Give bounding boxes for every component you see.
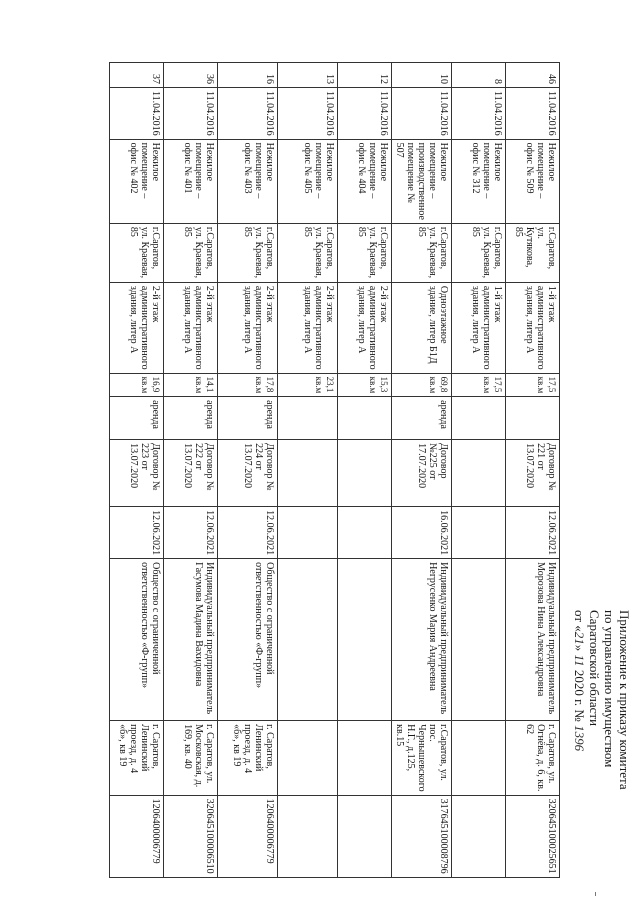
table-row [506,63,560,878]
table-cell: г. Саратов, ул. Огнёва, д. 6, кв. 62 [506,721,560,795]
table-cell: 12.06.2021 [506,507,560,559]
date-prefix: от « [572,610,587,632]
table-cell [278,721,338,795]
table-cell: 320645100006510 [164,795,218,877]
table-cell [338,397,392,440]
table-cell: 11.04.2016 [452,88,506,140]
table-cell [278,795,338,877]
table-cell: 17,5 кв.м [452,373,506,397]
table-cell: Нежилое помещение – производственное помещение № 507 [392,139,452,223]
table-cell: 36 [164,63,218,88]
table-cell: г.Саратов, ул. Краевая, 85 [452,223,506,282]
table-cell: Общество с ограниченной ответственностью «Ф-групп» [218,559,278,721]
header-line-2: по управлению имуществом [602,610,617,768]
margin-mark [595,892,596,896]
table-cell: 17,8 кв.м [218,373,278,397]
table-cell [338,559,392,721]
table-cell: г.Саратов, ул. пос. Чернышевского Н.Г., д.125, кв.15 [392,721,452,795]
table-cell [278,397,338,440]
table-cell: 2-й этаж административного здания, литер А [278,282,338,373]
table-cell: г. Саратов, ул. Московская, д. 169, кв. 40 [164,721,218,795]
table-cell: 12.06.2021 [218,507,278,559]
table-cell: 2-й этаж административного здания, литер А [110,282,164,373]
table-cell: 69,8 кв.м [392,373,452,397]
header-date-line [572,610,587,880]
table-cell: Нежилое помещение – офис № 405 [278,139,338,223]
table-cell: 46 [506,63,560,88]
table-cell: 8 [452,63,506,88]
table-row [110,63,164,878]
table-cell: 1206400006779 [110,795,164,877]
table-cell: аренда [110,397,164,440]
table-cell: 11.04.2016 [392,88,452,140]
table-cell: Нежилое помещение – офис № 402 [110,139,164,223]
table-cell: г.Саратов, ул. Краевая, 85 [278,223,338,282]
date-day: 21 [572,631,587,645]
table-cell: 2-й этаж административного здания, литер А [164,282,218,373]
table-row [278,63,338,878]
table-row [392,63,452,878]
table-cell: аренда [218,397,278,440]
table-cell [338,721,392,795]
date-mid: » [572,644,587,655]
table-cell: г. Саратов, Ленинский проезд, д. 4 «б», кв 19 [110,721,164,795]
table-cell: г.Саратов, ул. Краевая, 85 [164,223,218,282]
table-cell: 13 [278,63,338,88]
table-cell: г.Саратов, ул. Краевая, 85 [218,223,278,282]
table-cell: 317645100008796 [392,795,452,877]
table-cell: Договор №225 от 17.07.2020 [392,440,452,507]
table-cell [338,440,392,507]
table-cell: 11.04.2016 [506,88,560,140]
table-cell: 10 [392,63,452,88]
table-cell: Индивидуальный предприниматель Морозова Нина Александровна [506,559,560,721]
table-cell: г.Саратов, ул. Кутякова, 85 [506,223,560,282]
table-cell [278,440,338,507]
table-cell: Договор № 224 от 13.07.2020 [218,440,278,507]
table-cell: 11.04.2016 [338,88,392,140]
table-cell: 1-й этаж административного здания, литер А [452,282,506,373]
date-month: 11 [572,654,587,667]
table-cell [278,559,338,721]
order-header [572,610,632,880]
table-cell: г.Саратов, ул. Краевая, 85 [110,223,164,282]
table-cell: аренда [392,397,452,440]
header-line-1: Приложение к приказу комитета [617,610,632,790]
table-cell: Общество с ограниченной ответственностью «Ф-групп» [110,559,164,721]
table-cell: 11.04.2016 [218,88,278,140]
property-table-body [110,63,560,878]
table-cell: Нежилое помещение – офис № 403 [218,139,278,223]
table-cell: Индивидуальный предприниматель Негрусенко Мария Андреевна [392,559,452,721]
table-cell: Договор № 222 от 13.07.2020 [164,440,218,507]
table-cell [452,397,506,440]
table-cell: 11.04.2016 [278,88,338,140]
table-cell: Нежилое помещение – офис № 404 [338,139,392,223]
table-row [218,63,278,878]
table-cell [452,507,506,559]
date-year: 2020 г. № [572,666,587,726]
table-cell [506,397,560,440]
table-cell: г. Саратов, Ленинский проезд, д. 4 «б», кв 19 [218,721,278,795]
table-cell: 1-й этаж административного здания, литер А [506,282,560,373]
table-cell: 12.06.2021 [164,507,218,559]
table-cell [338,795,392,877]
table-cell: 16.06.2021 [392,507,452,559]
table-row [164,63,218,878]
table-cell: г.Саратов, ул. Краевая, 85 [338,223,392,282]
table-cell: 14,1 кв.м [164,373,218,397]
table-cell: аренда [164,397,218,440]
table-cell [338,507,392,559]
table-cell: г.Саратов, ул. Краевая, 85 [392,223,452,282]
table-cell: 320645100025651 [506,795,560,877]
table-cell: Нежилое помещение – офис № 509 [506,139,560,223]
table-cell: Нежилое помещение – офис № 312 [452,139,506,223]
property-table [109,62,560,878]
table-cell: 2-й этаж административного здания, литер А [338,282,392,373]
table-cell: 1206400006779 [218,795,278,877]
table-cell: Договор № 221 от 13.07.2020 [506,440,560,507]
table-cell [452,440,506,507]
table-cell: 17,5 кв.м [506,373,560,397]
table-cell: Одноэтажное здание, литер Б1Д [392,282,452,373]
table-cell: 15,3 кв.м [338,373,392,397]
table-cell: 11.04.2016 [110,88,164,140]
table-cell: 11.04.2016 [164,88,218,140]
date-number: 1396 [572,725,587,752]
table-cell: 37 [110,63,164,88]
table-cell [452,559,506,721]
header-line-3: Саратовской области [587,610,602,727]
table-cell [278,507,338,559]
table-cell: 16 [218,63,278,88]
table-cell: 23,1 кв.м [278,373,338,397]
table-cell [452,795,506,877]
table-cell: 2-й этаж административного здания, литер А [218,282,278,373]
table-cell: Нежилое помещение – офис № 401 [164,139,218,223]
table-cell: 12.06.2021 [110,507,164,559]
table-cell [452,721,506,795]
table-row [452,63,506,878]
table-cell: 16,9 кв.м [110,373,164,397]
table-cell: 12 [338,63,392,88]
table-row [338,63,392,878]
table-cell: Договор № 223 от 13.07.2020 [110,440,164,507]
table-cell: Индивидуальный предприниматель Гасумова Мадина Вахидовна [164,559,218,721]
